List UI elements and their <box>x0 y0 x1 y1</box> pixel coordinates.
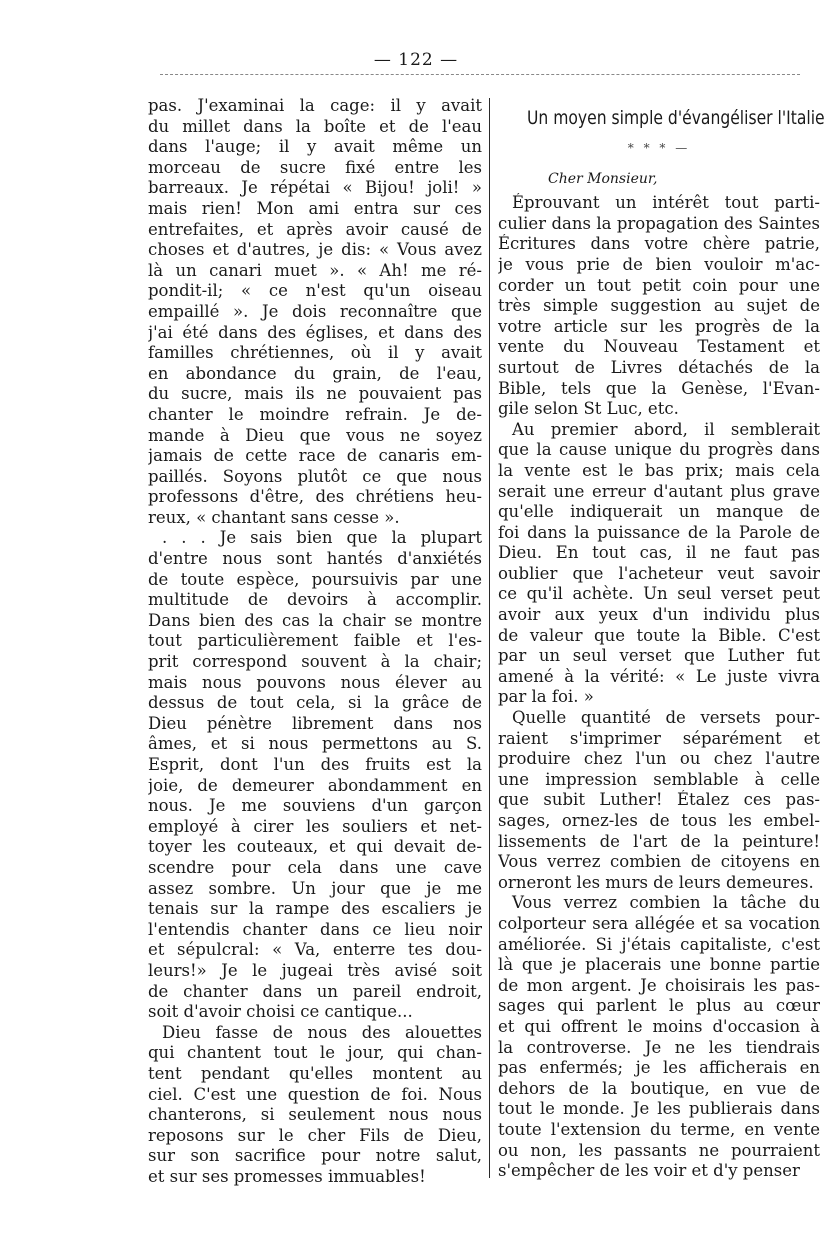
text-line: choses et d'autres, je dis: « Vous avez <box>148 240 482 260</box>
text-line: soit d'avoir choisi ce cantique... <box>148 1002 413 1022</box>
paragraph <box>498 193 820 420</box>
text-line: prit correspond souvent à la chair; <box>148 652 482 672</box>
text-line: en abondance du grain, de l'eau, <box>148 363 482 383</box>
text-line: ou non, les passants ne pourraient <box>498 1140 820 1160</box>
text-line: tout le monde. Je les publierais dans <box>498 1099 820 1119</box>
text-line: reposons sur le cher Fils de Dieu, <box>148 1125 482 1145</box>
text-line: dessus de tout cela, si la grâce de <box>148 693 482 713</box>
text-line: votre article sur les progrès de la <box>498 316 820 336</box>
paragraph <box>148 1023 482 1188</box>
text-line: lissements de l'art de la peinture! <box>498 831 820 851</box>
text-line: multitude de devoirs à accomplir. <box>148 590 482 610</box>
text-line: et sépulcral: « Va, enterre tes dou- <box>148 940 482 960</box>
text-line: culier dans la propagation des Saintes <box>498 213 820 233</box>
text-line: pas. J'examinai la cage: il y avait <box>148 96 482 115</box>
page-number: — 122 — <box>373 50 459 70</box>
text-line: je vous prie de bien vouloir m'ac- <box>498 254 820 274</box>
text-line: Dieu fasse de nous des alouettes <box>162 1022 482 1042</box>
text-line: Dans bien des cas la chair se montre <box>148 610 482 630</box>
header-rule <box>160 74 800 75</box>
paragraph <box>498 893 820 1181</box>
text-line: du sucre, mais ils ne pouvaient pas <box>148 384 482 404</box>
text-line: amené à la vérité: « Le juste vivra <box>498 666 820 686</box>
text-line: Esprit, dont l'un des fruits est la <box>148 755 482 774</box>
text-line: raient s'imprimer séparément et <box>498 728 820 748</box>
text-line: scendre pour cela dans une cave <box>148 857 482 877</box>
text-line: de valeur que toute la Bible. C'est <box>498 625 820 645</box>
text-line: Vous verrez combien de citoyens en <box>498 852 820 872</box>
title-ornament: * * * — <box>627 141 691 155</box>
text-line: familles chrétiennes, où il y avait <box>148 343 482 363</box>
text-line: j'ai été dans des églises, et dans des <box>148 322 482 342</box>
text-line: ce qu'il achète. Un seul verset peut <box>498 584 820 604</box>
text-line: morceau de sucre fixé entre les <box>148 157 482 177</box>
text-line: la vente est le bas prix; mais cela <box>498 460 820 480</box>
text-line: orneront les murs de leurs demeures. <box>498 872 814 892</box>
text-line: dans l'auge; il y avait même un <box>148 137 482 157</box>
text-line: pas enfermés; je les afficherais en <box>498 1058 820 1078</box>
text-line: avoir aux yeux d'un individu plus <box>498 605 820 625</box>
text-line: leurs!» Je le jugeai très avisé soit <box>148 960 482 980</box>
text-line: barreaux. Je répétai « Bijou! joli! » <box>148 178 482 198</box>
text-line: tenais sur la rampe des escaliers je <box>148 899 482 919</box>
text-line: corder un tout petit coin pour une <box>498 275 820 295</box>
text-line: sur son sacrifice pour notre salut, <box>148 1146 482 1166</box>
text-line: . . . Je sais bien que la plupart <box>162 528 482 548</box>
text-line: vente du Nouveau Testament et <box>498 337 820 357</box>
column-divider <box>489 98 490 1178</box>
text-line: toute l'extension du terme, en vente <box>498 1119 820 1139</box>
paragraph <box>498 420 820 708</box>
text-line: s'empêcher de les voir et d'y penser <box>498 1161 800 1181</box>
text-line: foi dans la puissance de la Parole de <box>498 522 820 542</box>
text-line: d'entre nous sont hantés d'anxiétés <box>148 549 482 569</box>
left-column <box>148 96 482 1187</box>
text-line: du millet dans la boîte et de l'eau <box>148 116 482 136</box>
text-line: mande à Dieu que vous ne soyez <box>148 425 482 445</box>
text-line: toyer les couteaux, et qui devait de- <box>148 837 482 857</box>
text-line: paillés. Soyons plutôt ce que nous <box>148 466 482 486</box>
salutation: Cher Monsieur, <box>548 170 658 187</box>
text-line: mais rien! Mon ami entra sur ces <box>148 198 482 218</box>
text-line: dehors de la boutique, en vue de <box>498 1078 820 1098</box>
text-line: que subit Luther! Étalez ces pas- <box>498 790 820 810</box>
text-line: pondit-il; « ce n'est qu'un oiseau <box>148 281 482 301</box>
text-line: de chanter dans un pareil endroit, <box>148 981 482 1001</box>
text-line: Éprouvant un intérêt tout parti- <box>512 193 820 213</box>
text-line: là que je placerais une bonne partie <box>498 955 820 975</box>
text-line: serait une erreur d'autant plus grave <box>498 481 820 501</box>
text-line: Au premier abord, il semblerait <box>512 419 820 439</box>
text-line: la controverse. Je ne les tiendrais <box>498 1037 820 1057</box>
text-line: mais nous pouvons nous élever au <box>148 672 482 692</box>
text-line: oublier que l'acheteur veut savoir <box>498 563 820 583</box>
text-line: améliorée. Si j'étais capitaliste, c'est <box>498 934 820 954</box>
text-line: ciel. C'est une question de foi. Nous <box>148 1084 482 1104</box>
text-line: par un seul verset que Luther fut <box>498 646 820 666</box>
text-line: qui chantent tout le jour, qui chan- <box>148 1043 482 1063</box>
text-line: gile selon St Luc, etc. <box>498 399 679 419</box>
text-line: produire chez l'un ou chez l'autre <box>498 749 820 769</box>
text-line: reux, « chantant sans cesse ». <box>148 507 400 527</box>
paragraph <box>148 96 482 528</box>
text-line: l'entendis chanter dans ce lieu noir <box>148 919 482 939</box>
text-line: Quelle quantité de versets pour- <box>512 708 820 728</box>
right-column <box>498 96 825 1182</box>
text-line: âmes, et si nous permettons au S. <box>148 734 482 754</box>
text-line: qu'elle indiquerait un manque de <box>498 502 820 522</box>
text-line: de mon argent. Je choisirais les pas- <box>498 975 820 995</box>
text-line: empaillé ». Je dois reconnaître que <box>148 301 482 321</box>
text-line: chanter le moindre refrain. Je de- <box>148 404 482 424</box>
text-line: Écritures dans votre chère patrie, <box>498 234 820 254</box>
text-line: très simple suggestion au sujet de <box>498 296 820 316</box>
text-line: chanterons, si seulement nous nous <box>148 1105 482 1125</box>
paragraph <box>498 708 820 893</box>
text-line: colporteur sera allégée et sa vocation <box>498 913 820 933</box>
text-line: et sur ses promesses immuables! <box>148 1166 426 1186</box>
text-line: employé à cirer les souliers et net- <box>148 816 482 836</box>
text-line: joie, de demeurer abondamment en <box>148 775 482 795</box>
text-line: de toute espèce, poursuivis par une <box>148 569 482 589</box>
text-line: Dieu pénètre librement dans nos <box>148 713 482 733</box>
text-line: professons d'être, des chrétiens heu- <box>148 487 482 507</box>
text-line: tout particulièrement faible et l'es- <box>148 631 482 651</box>
text-line: nous. Je me souviens d'un garçon <box>148 796 482 816</box>
text-line: surtout de Livres détachés de la <box>498 357 820 377</box>
text-line: une impression semblable à celle <box>498 769 820 789</box>
text-line: tent pendant qu'elles montent au <box>148 1063 482 1083</box>
text-line: Vous verrez combien la tâche du <box>512 893 820 913</box>
text-line: Bible, tels que la Genèse, l'Evan- <box>498 378 820 398</box>
text-line: par la foi. » <box>498 687 594 707</box>
paragraph <box>148 528 482 1022</box>
text-line: là un canari muet ». « Ah! me ré- <box>148 260 482 280</box>
text-line: Dieu. En tout cas, il ne faut pas <box>498 543 820 563</box>
article-title: Un moyen simple d'évangéliser l'Italie <box>526 107 825 129</box>
text-line: que la cause unique du progrès dans <box>498 440 820 460</box>
text-line: sages, ornez-les de tous les embel- <box>498 811 820 830</box>
text-line: sages qui parlent le plus au cœur <box>498 996 820 1016</box>
text-line: assez sombre. Un jour que je me <box>148 878 482 898</box>
text-line: entrefaites, et après avoir causé de <box>148 219 482 239</box>
text-line: jamais de cette race de canaris em- <box>148 446 482 466</box>
text-line: et qui offrent le moins d'occasion à <box>498 1016 820 1036</box>
